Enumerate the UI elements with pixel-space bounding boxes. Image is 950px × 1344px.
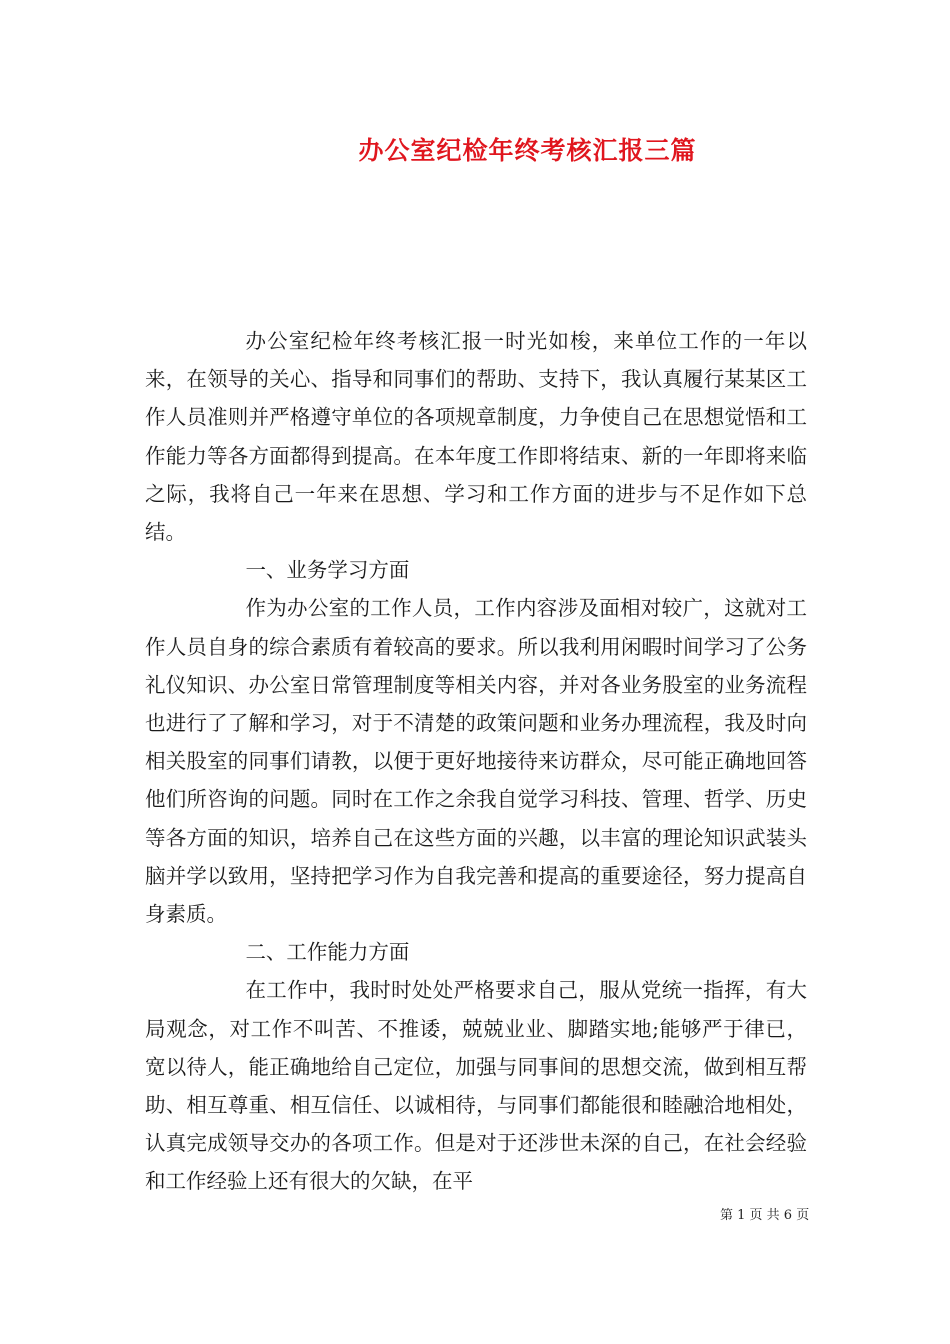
document-body	[145, 322, 807, 1201]
section-heading-ability: 二、工作能力方面	[245, 940, 410, 965]
ability-paragraph: 在工作中，我时时处处严格要求自己，服从党统一指挥，有大局观念，对工作不叫苦、不推诿，兢兢业业、脚踏实地;能够严于律已，宽以待人，能正确地给自己定位，加强与同事间的思想交流，做到相互帮助、相互尊重、相互信任、以诚相待，与同事们都能很和睦融洽地相处，认真完成领导交办的各项工作。但是对于还涉世未深的自己，在社会经验和工作经验上还有很大的欠缺，在平	[145, 978, 807, 1194]
page-title: 办公室纪检年终考核汇报三篇	[358, 136, 697, 165]
intro-paragraph: 办公室纪检年终考核汇报一时光如梭，来单位工作的一年以来，在领导的关心、指导和同事们的帮助、支持下，我认真履行某某区工作人员准则并严格遵守单位的各项规章制度，力争使自己在思想觉悟和工作能力等各方面都得到提高。在本年度工作即将结束、新的一年即将来临之际，我将自己一年来在思想、学习和工作方面的进步与不足作如下总结。	[145, 329, 807, 545]
study-paragraph: 作为办公室的工作人员，工作内容涉及面相对较广，这就对工作人员自身的综合素质有着较高的要求。所以我利用闲暇时间学习了公务礼仪知识、办公室日常管理制度等相关内容，并对各业务股室的业务流程也进行了了解和学习，对于不清楚的政策问题和业务办理流程，我及时向相关股室的同事们请教，以便于更好地接待来访群众，尽可能正确地回答他们所咨询的问题。同时在工作之余我自觉学习科技、管理、哲学、历史等各方面的知识，培养自己在这些方面的兴趣，以丰富的理论知识武装头脑并学以致用，坚持把学习作为自我完善和提高的重要途径，努力提高自身素质。	[145, 596, 807, 927]
section-heading-study: 一、业务学习方面	[245, 558, 410, 583]
page-number: 第 1 页 共 6 页	[720, 1208, 810, 1223]
